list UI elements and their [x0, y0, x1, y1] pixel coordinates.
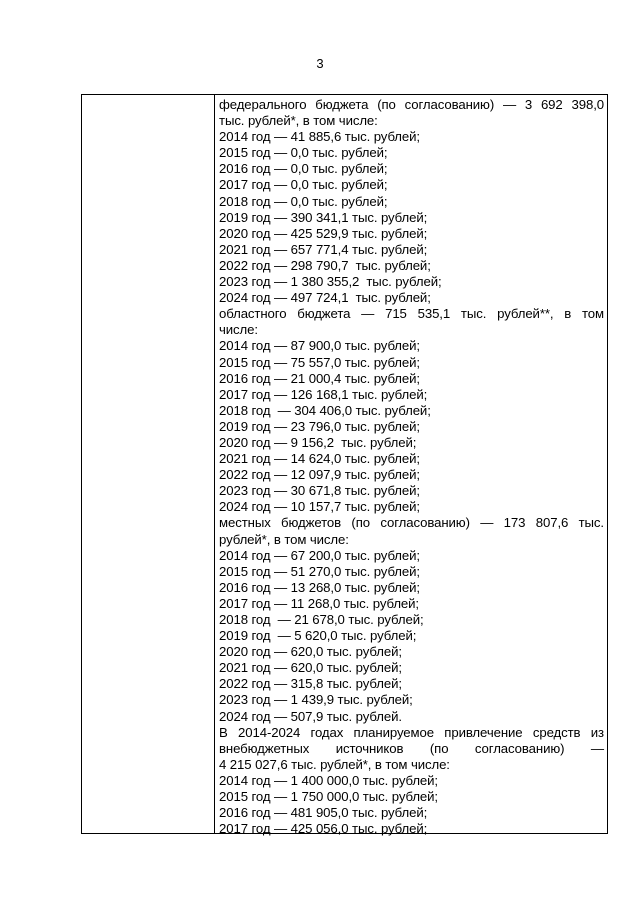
text-line: 2017 год — 0,0 тыс. рублей;: [219, 177, 388, 193]
text-line: 2015 год — 1 750 000,0 тыс. рублей;: [219, 789, 438, 805]
text-line: 2022 год — 12 097,9 тыс. рублей;: [219, 467, 420, 483]
text-line: 2019 год — 390 341,1 тыс. рублей;: [219, 209, 428, 225]
text-line: 2024 год — 10 157,7 тыс. рублей;: [219, 499, 420, 515]
text-line: 2020 год — 620,0 тыс. рублей;: [219, 644, 402, 660]
text-line: 2020 год — 425 529,9 тыс. рублей;: [219, 225, 428, 241]
text-line: 2021 год — 14 624,0 тыс. рублей;: [219, 451, 420, 467]
text-line: 2023 год — 1 380 355,2 тыс. рублей;: [219, 274, 442, 290]
text-line: 2018 год — 0,0 тыс. рублей;: [219, 193, 388, 209]
text-line: 2018 год — 21 678,0 тыс. рублей;: [219, 612, 424, 627]
text-line: 2024 год — 497 724,1 тыс. рублей;: [219, 290, 431, 306]
text-line: 2019 год — 23 796,0 тыс. рублей;: [219, 418, 420, 434]
text-line: 2017 год — 126 168,1 тыс. рублей;: [219, 386, 428, 402]
text-line: 2021 год — 657 771,4 тыс. рублей;: [219, 241, 428, 257]
text-line: областного бюджета — 715 535,1 тыс. рублей**, в том: [219, 306, 604, 322]
text-line: 2022 год — 298 790,7 тыс. рублей;: [219, 257, 431, 273]
text-line: 2016 год — 13 268,0 тыс. рублей;: [219, 579, 420, 595]
column-divider: [214, 95, 215, 833]
text-line: 2021 год — 620,0 тыс. рублей;: [219, 660, 402, 676]
text-line: 2014 год — 41 885,6 тыс. рублей;: [219, 129, 420, 145]
text-line: 2015 год — 51 270,0 тыс. рублей;: [219, 563, 420, 579]
text-line: 2022 год — 315,8 тыс. рублей;: [219, 676, 402, 692]
text-line: 2023 год — 30 671,8 тыс. рублей;: [219, 483, 420, 499]
text-line: 2023 год — 1 439,9 тыс. рублей;: [219, 692, 413, 708]
text-line: 2019 год — 5 620,0 тыс. рублей;: [219, 628, 417, 644]
funding-text-cell: [219, 97, 604, 837]
text-line: числе:: [219, 322, 258, 338]
funding-table: [81, 94, 608, 837]
text-line: федерального бюджета (по согласованию) — 3 692 398,0: [219, 97, 604, 112]
text-line: 2018 год — 304 406,0 тыс. рублей;: [219, 402, 431, 418]
text-line: 2016 год — 481 905,0 тыс. рублей;: [219, 805, 428, 821]
text-line: 2017 год — 11 268,0 тыс. рублей;: [219, 595, 419, 611]
text-line: 2015 год — 75 557,0 тыс. рублей;: [219, 354, 420, 370]
text-line: 2016 год — 0,0 тыс. рублей;: [219, 161, 388, 177]
text-line: В 2014-2024 годах планируемое привлечение средств из: [219, 724, 604, 740]
text-line: 4 215 027,6 тыс. рублей*, в том числе:: [219, 756, 450, 772]
text-line: 2014 год — 67 200,0 тыс. рублей;: [219, 547, 420, 563]
text-line: 2014 год — 87 900,0 тыс. рублей;: [219, 338, 420, 354]
text-line: внебюджетных источников (по согласованию) —: [219, 740, 604, 756]
text-line: рублей*, в том числе:: [219, 531, 349, 547]
text-line: 2015 год — 0,0 тыс. рублей;: [219, 145, 388, 161]
text-line: 2024 год — 507,9 тыс. рублей.: [219, 708, 402, 724]
text-line: 2016 год — 21 000,4 тыс. рублей;: [219, 370, 420, 386]
text-line: местных бюджетов (по согласованию) — 173 807,6 тыс.: [219, 515, 604, 531]
text-line: тыс. рублей*, в том числе:: [219, 113, 378, 129]
page-number: 3: [316, 56, 324, 71]
text-line: 2014 год — 1 400 000,0 тыс. рублей;: [219, 772, 438, 788]
text-line: 2020 год — 9 156,2 тыс. рублей;: [219, 434, 417, 450]
text-line: 2017 год — 425 056,0 тыс. рублей;: [219, 821, 428, 837]
